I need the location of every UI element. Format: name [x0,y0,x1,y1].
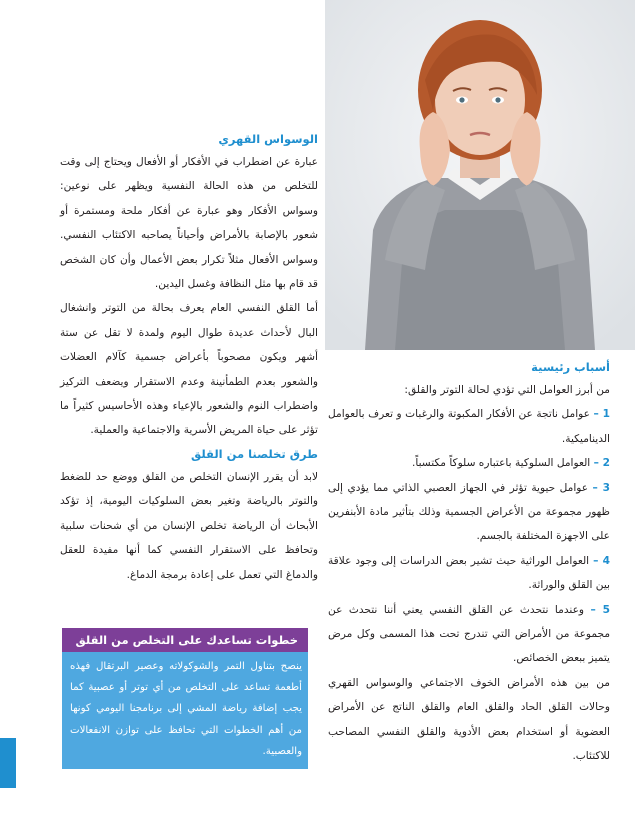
cause-number: 2 – [593,457,610,470]
cause-number: 5 – [590,603,610,616]
cause-text: عوامل حيوية تؤثر في الجهاز العصبي الذاتي مما يؤدي إلى ظهور مجموعة من الأعراض الجسمية وذلك بتأثير مادة الأبنفرين على الاجهزة المختلفة بالجسم. [328,481,610,543]
right-text-column [328,356,610,769]
causes-closing: من بين هذه الأمراض الخوف الاجتماعي والوسواس القهري وحالات القلق الحاد والقلق العام والقلق الناتج عن الأمراض العضوية أو استخدام بعض الأدوية والقلق النفسي المصاحب للاكتئاب. [328,676,610,763]
tip-box-text: ينصح بتناول التمر والشوكولاته وعصير البرتقال فهذه أطعمة تساعد على التخلص من أي توتر أو عصبية كما يجب إضافة رياضة المشي إلى برنامجنا اليومي كونها من أهم الخطوات التي تحافظ على توازن الانفعالات والعصبية. [70,661,302,757]
methods-heading: طرق تخلصنا من القلق [191,446,318,461]
tip-box [62,628,308,769]
ocd-paragraph: عبارة عن اضطراب في الأفكار أو الأفعال ويحتاج إلى وقت للتخلص من هذه الحالة النفسية ويظهر على نوعين: وسواس الأفكار وهو عبارة عن أفكار ملحة ومستمرة أو شعور بالإصابة بالأمراض وأحياناً يصاحبه الاكتئاب النفسي. وسواس الأفعال مثلاً تكرار بعض الأعمال وأن كان الشخص قد قام بها مثل النظافة وغسل اليدين. [60,156,318,291]
ocd-heading: الوسواس القهري [218,132,318,146]
cause-text: العوامل الوراثية حيث تشير بعض الدراسات إلى وجود علاقة بين القلق والوراثة. [328,554,610,592]
causes-heading: أسباب رئيسية [531,360,610,374]
cause-text: العوامل السلوكية باعتباره سلوكاً مكتسباً. [411,457,591,470]
causes-intro: من أبرز العوامل التي تؤدي لحالة التوتر والقلق: [404,384,610,396]
gad-paragraph: أما القلق النفسي العام يعرف بحالة من التوتر وانشغال البال لأحداث عديدة طوال اليوم ولمدة لا تقل عن ستة أشهر ويكون مصحوباً بأعراض جسمية كآلام العضلات والشعور بعدم الطمأنينة وعدم الاستقرار ويضعف التركيز واضطراب النوم والشعور بالإعياء وهذه الأحاسيس كثيراً ما تؤثر على حياة المريض الأسرية والاجتماعية والعملية. [60,302,318,437]
cause-text: عوامل ناتجة عن الأفكار المكبوتة والرغبات و تعرف بالعوامل الديناميكية. [328,408,610,445]
methods-paragraph: لابد أن يقرر الإنسان التخلص من القلق ووضع حد للضغط والتوتر بالرياضة وتغير بعض السلوكيات اليومية، إذ تؤكد الأبحاث أن الرياضة تخلص الإنسان من أي شحنات سلبية وتحافظ على الاستقرار النفسي كما أنها مفيدة للعقل والدماغ التي تعمل على إعادة برمجة الدماغ. [60,470,318,581]
page-edge-tab [0,738,16,788]
cause-item-5 [328,598,610,671]
tip-box-title: خطوات تساعدك على التخلص من القلق [62,628,308,652]
cause-item-1 [328,402,610,451]
cause-number: 3 – [592,481,610,494]
cause-text: وعندما نتحدث عن القلق النفسي يعني أننا نتحدث عن مجموعة من الأمراض التي تندرج تحت هذا المسمى وكل مرض يتميز ببعض الخصائص. [328,603,610,665]
cause-number: 4 – [593,554,610,567]
cause-item-3 [328,476,610,549]
cause-item-2 [328,451,610,475]
anxious-woman-photo [325,0,635,350]
cause-number: 1 – [593,408,610,421]
left-text-column [60,128,318,587]
cause-item-4 [328,549,610,598]
